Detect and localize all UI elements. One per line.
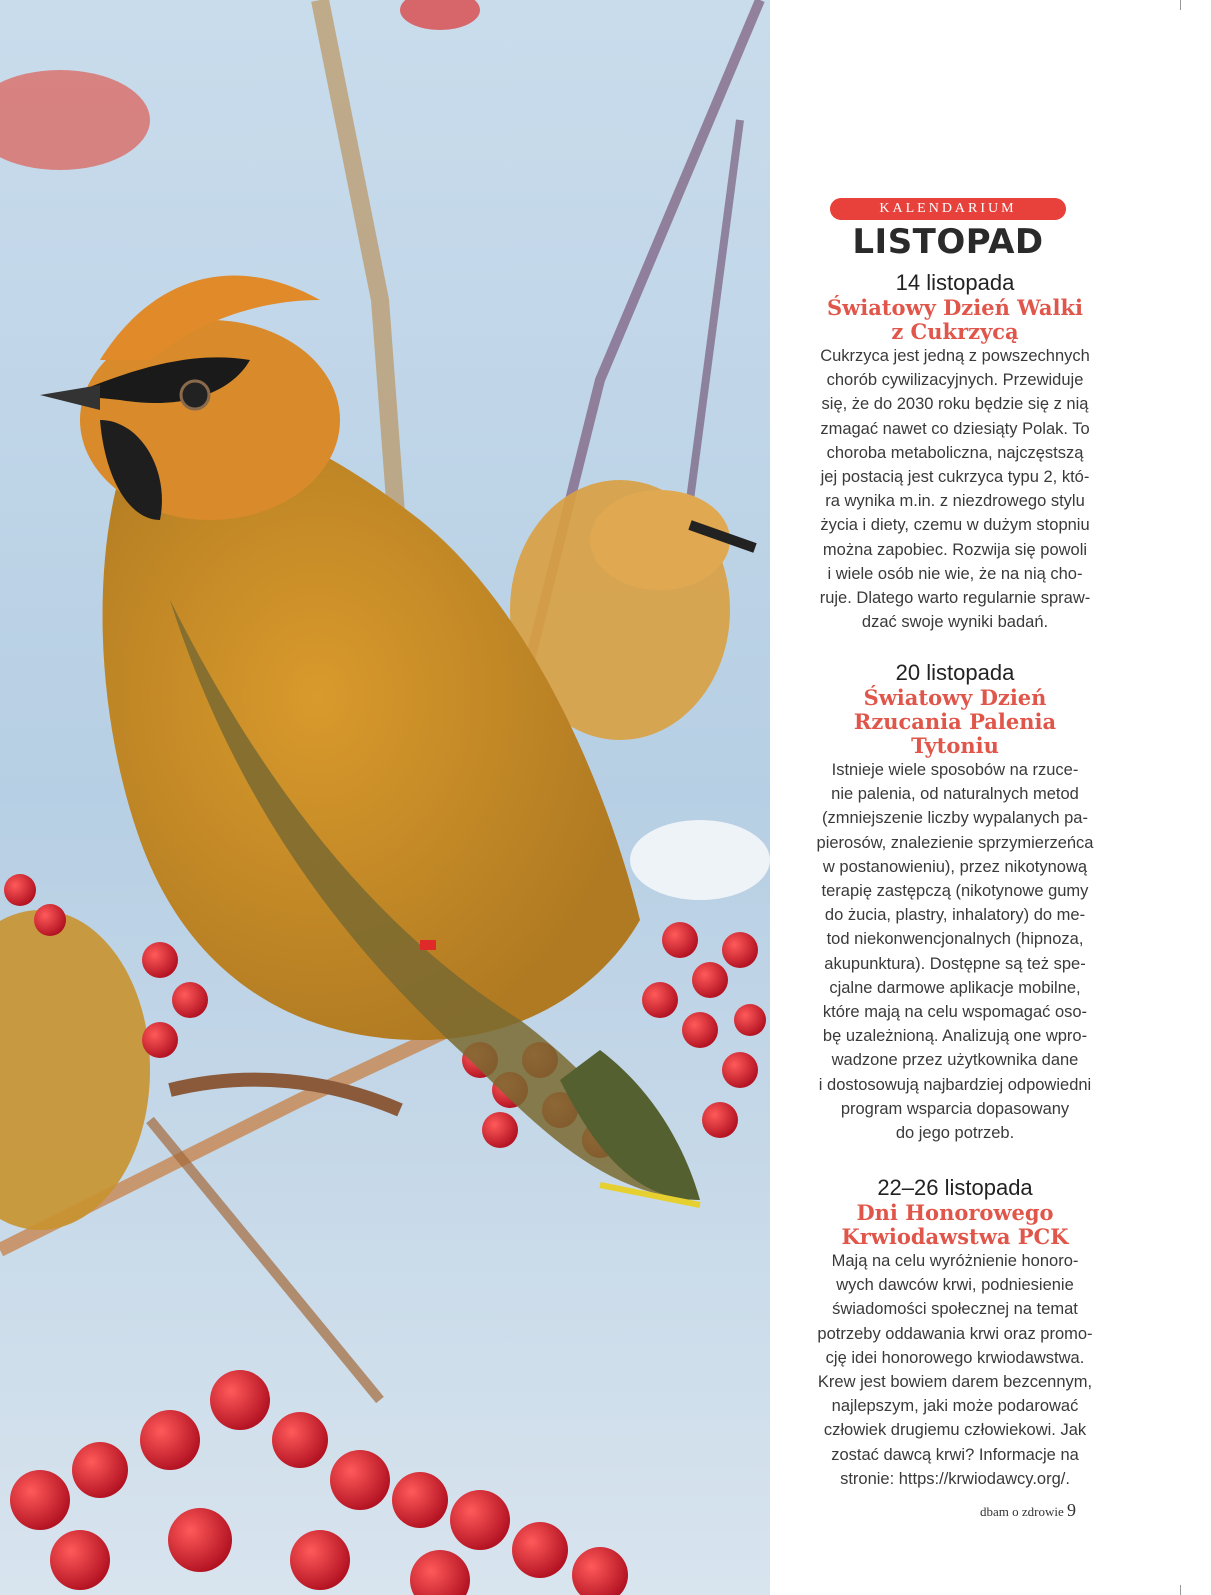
crop-mark	[1180, 0, 1181, 10]
crop-mark	[1180, 1585, 1181, 1595]
event-title: Światowy Dzień Rzucania Palenia Tytoniu	[853, 685, 1057, 758]
event-quit-smoking-day	[790, 660, 1120, 1145]
section-badge: KALENDARIUM	[830, 198, 1066, 220]
page-number: 9	[1067, 1500, 1077, 1520]
event-body: Cukrzyca jest jedną z powszechnych chorób cywilizacyjnych. Przewiduje się, że do 2030 roku będzie się z nią zmagać nawet co dziesiąty Polak. To choroba metaboliczna, najczęstszą jej postacią jest cukrzyca typu 2, któ- ra wynika m.in. z niezdrowego stylu życia i diety, czemu w dużym stopniu można zapobiec. Rozwija się powoli i wiele osób nie wie, że na nią cho- ruje. Dlatego warto regularnie spraw- dzać swoje wyniki badań.	[819, 347, 1091, 632]
event-title: Światowy Dzień Walki z Cukrzycą	[826, 295, 1084, 344]
page-footer	[980, 1500, 1211, 1521]
event-title: Dni Honorowego Krwiodawstwa PCK	[841, 1200, 1069, 1249]
event-date: 22–26 listopada	[877, 1175, 1033, 1200]
event-blood-donation-days	[790, 1175, 1120, 1491]
event-body: Mają na celu wyróżnienie honoro- wych dawców krwi, podniesienie świadomości społecznej na temat potrzeby oddawania krwi oraz promo- cję idei honorowego krwiodawstwa. Krew jest bowiem darem bezcennym, najlepszym, jaki może podarować człowiek drugiemu człowiekowi. Jak zostać dawcą krwi? Informacje na stronie: https://krwiodawcy.org/.	[817, 1252, 1093, 1488]
event-date: 14 listopada	[895, 270, 1015, 295]
event-diabetes-day	[790, 270, 1120, 634]
event-body: Istnieje wiele sposobów na rzuce- nie palenia, od naturalnych metod (zmniejszenie liczby wypalanych pa- pierosów, znalezienie sprzymierzeńca w postanowieniu), przez nikotynową terapię zastępczą (nikotynowe gumy do żucia, plastry, inhalatory) do me- tod niekonwencjonalnych (hipnoza, akupunktura). Dostępne są też spe- cjalne darmowe aplikacje mobilne, które mają na celu wspomagać oso- bę uzależnioną. Analizują one wpro- wadzone przez użytkownika dane i dostosowują najbardziej odpowiedni program wsparcia dopasowany do jego potrzeb.	[816, 761, 1094, 1143]
magazine-name: dbam o zdrowie	[980, 1504, 1064, 1519]
event-date: 20 listopada	[895, 660, 1015, 685]
month-title: LISTOPAD	[852, 222, 1044, 262]
calendar-column	[790, 0, 1120, 1595]
